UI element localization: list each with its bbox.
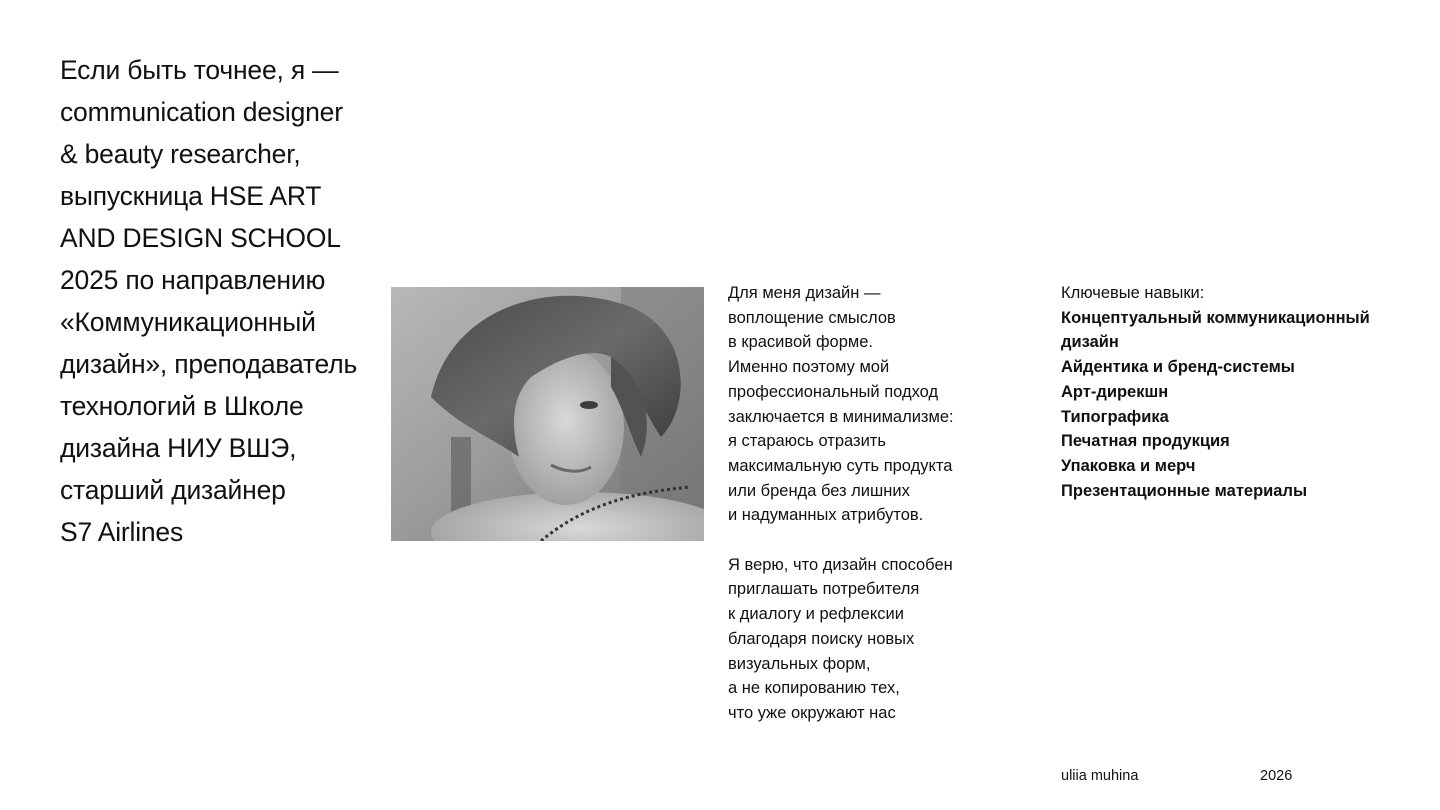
philosophy-line: или бренда без лишних [728,481,910,500]
footer-author-name: uliia muhina [1061,768,1139,784]
philosophy-line: а не копированию тех, [728,679,900,698]
portrait-photo [391,287,704,541]
intro-line: 2025 по направлению [60,265,326,295]
philosophy-line: визуальных форм, [728,654,871,673]
philosophy-line: воплощение смыслов [728,308,896,327]
philosophy-line: заключается в минимализме: [728,407,954,426]
philosophy-line: приглашать потребителя [728,580,920,599]
paragraph-gap [728,528,1018,553]
philosophy-line: профессиональный подход [728,382,939,401]
skill-item: дизайн [1061,333,1119,352]
skill-item: Типографика [1061,407,1169,426]
philosophy-line: благодаря поиску новых [728,629,915,648]
philosophy-line: что уже окружают нас [728,703,896,722]
portrait-image [391,287,704,541]
philosophy-line: я стараюсь отразить [728,432,886,451]
intro-line: старший дизайнер [60,475,286,505]
philosophy-line: Для меня дизайн — [728,284,881,302]
skill-item: Печатная продукция [1061,432,1230,451]
philosophy-line: в красивой форме. [728,333,873,352]
philosophy-line: к диалогу и рефлексии [728,605,904,624]
intro-line: дизайна НИУ ВШЭ, [60,433,297,463]
intro-line: S7 Airlines [60,517,184,547]
intro-line: дизайн», преподаватель [60,349,358,379]
philosophy-line: и надуманных атрибутов. [728,506,924,525]
skill-item: Концептуальный коммуникационный [1061,308,1370,327]
philosophy-text [728,281,1018,726]
philosophy-line: максимальную суть продукта [728,456,953,475]
skill-item: Упаковка и мерч [1061,456,1196,475]
skills-list [1061,281,1401,503]
intro-line: & beauty researcher, [60,139,301,169]
intro-line: выпускница HSE ART [60,181,322,211]
intro-line: Если быть точнее, я — [60,55,339,85]
skill-item: Арт-дирекшн [1061,382,1169,401]
skill-item: Презентационные материалы [1061,481,1308,500]
intro-line: communication designer [60,97,343,127]
skill-item: Айдентика и бренд-системы [1061,358,1295,377]
intro-text [60,49,380,553]
intro-line: технологий в Школе [60,391,304,421]
footer-year: 2026 [1260,768,1293,784]
intro-line: AND DESIGN SCHOOL [60,223,341,253]
intro-line: «Коммуникационный [60,307,316,337]
philosophy-line: Я верю, что дизайн способен [728,555,953,574]
skills-heading: Ключевые навыки: [1061,284,1205,302]
philosophy-line: Именно поэтому мой [728,358,890,377]
